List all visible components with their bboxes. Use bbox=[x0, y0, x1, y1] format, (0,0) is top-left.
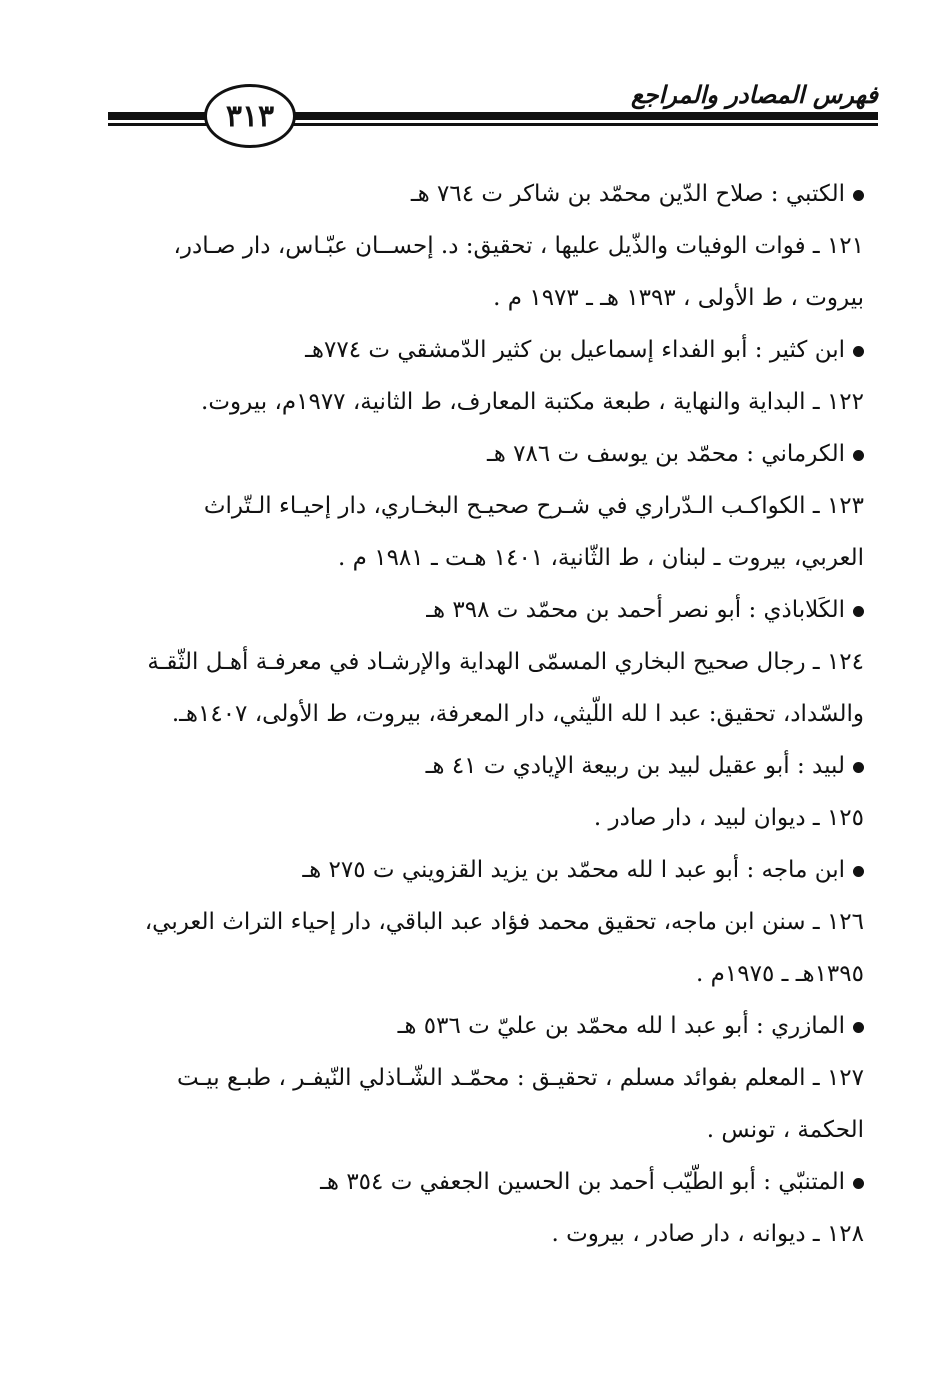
author-text: لبيد : أبو عقيل لبيد بن ربيعة الإيادي ت ٤١ هـ bbox=[425, 753, 845, 779]
page-header bbox=[108, 70, 878, 160]
header-rule-left bbox=[108, 112, 208, 128]
bullet-icon bbox=[853, 1022, 864, 1033]
bullet-icon bbox=[853, 346, 864, 357]
author-text: الكتبي : صلاح الدّين محمّد بن شاكر ت ٧٦٤ هـ bbox=[410, 181, 845, 207]
entry-line: ١٢٧ ـ المعلم بفوائد مسلم ، تحقيـق : محمّـد الشّـاذلي النّيفـر ، طبـع بيـت bbox=[176, 1065, 864, 1091]
entry-continuation: والسّداد، تحقيق: عبد ا لله اللّيثي، دار المعرفة، بيروت، ط الأولى، ١٤٠٧هـ. bbox=[171, 701, 864, 727]
author-text: الكرماني : محمّد بن يوسف ت ٧٨٦ هـ bbox=[486, 441, 845, 467]
bullet-icon bbox=[853, 606, 864, 617]
entry-continuation: الحكمة ، تونس . bbox=[706, 1117, 864, 1143]
references-list bbox=[104, 168, 864, 1260]
entry-line: ١٢٣ ـ الكواكـب الـدّراري في شـرح صحيـح البخـاري، دار إحيـاء الـتّراث bbox=[203, 493, 864, 519]
entry-continuation: ١٣٩٥هـ ـ ١٩٧٥م . bbox=[696, 961, 864, 987]
author-text: المازري : أبو عبد ا لله محمّد بن عليّ ت ٥٣٦ هـ bbox=[397, 1013, 845, 1039]
author-text: الكَلاباذي : أبو نصر أحمد بن محمّد ت ٣٩٨ هـ bbox=[426, 597, 845, 623]
author-line bbox=[104, 740, 864, 792]
author-line bbox=[104, 584, 864, 636]
page-number: ٣١٣ bbox=[204, 84, 296, 148]
bullet-icon bbox=[853, 866, 864, 877]
author-text: ابن ماجه : أبو عبد ا لله محمّد بن يزيد القزويني ت ٢٧٥ هـ bbox=[302, 857, 845, 883]
header-rule-right bbox=[268, 112, 878, 128]
entry-line: ١٢٤ ـ رجال صحيح البخاري المسمّى الهداية والإرشـاد في معرفـة أهـل الثّقـة bbox=[147, 649, 864, 675]
entry-continuation: العربي، بيروت ـ لبنان ، ط الثّانية، ١٤٠١ هـت ـ ١٩٨١ م . bbox=[338, 545, 864, 571]
entry-continuation: بيروت ، ط الأولى ، ١٣٩٣ هـ ـ ١٩٧٣ م . bbox=[493, 285, 864, 311]
author-text: المتنبّي : أبو الطّيّب أحمد بن الحسين الجعفي ت ٣٥٤ هـ bbox=[320, 1169, 845, 1195]
author-line bbox=[104, 324, 864, 376]
entry-line: ١٢٨ ـ ديوانه ، دار صادر ، بيروت . bbox=[551, 1221, 864, 1247]
entry-line: ١٢٦ ـ سنن ابن ماجه، تحقيق محمد فؤاد عبد الباقي، دار إحياء التراث العربي، bbox=[144, 909, 864, 935]
bullet-icon bbox=[853, 1178, 864, 1189]
bullet-icon bbox=[853, 190, 864, 201]
author-line bbox=[104, 844, 864, 896]
author-line bbox=[104, 428, 864, 480]
entry-line: ١٢٥ ـ ديوان لبيد ، دار صادر . bbox=[593, 805, 864, 831]
entry-line: ١٢١ ـ فوات الوفيات والذّيل عليها ، تحقيق: د. إحســان عبّـاس، دار صـادر، bbox=[173, 233, 864, 259]
author-line bbox=[104, 1156, 864, 1208]
entry-line: ١٢٢ ـ البداية والنهاية ، طبعة مكتبة المعارف، ط الثانية، ١٩٧٧م، بيروت. bbox=[201, 389, 864, 415]
author-text: ابن كثير : أبو الفداء إسماعيل بن كثير الدّمشقي ت ٧٧٤هـ bbox=[305, 337, 845, 363]
bullet-icon bbox=[853, 450, 864, 461]
bullet-icon bbox=[853, 762, 864, 773]
author-line bbox=[104, 1000, 864, 1052]
running-title: فهرس المصادر والمراجع bbox=[630, 80, 878, 109]
author-line bbox=[104, 168, 864, 220]
